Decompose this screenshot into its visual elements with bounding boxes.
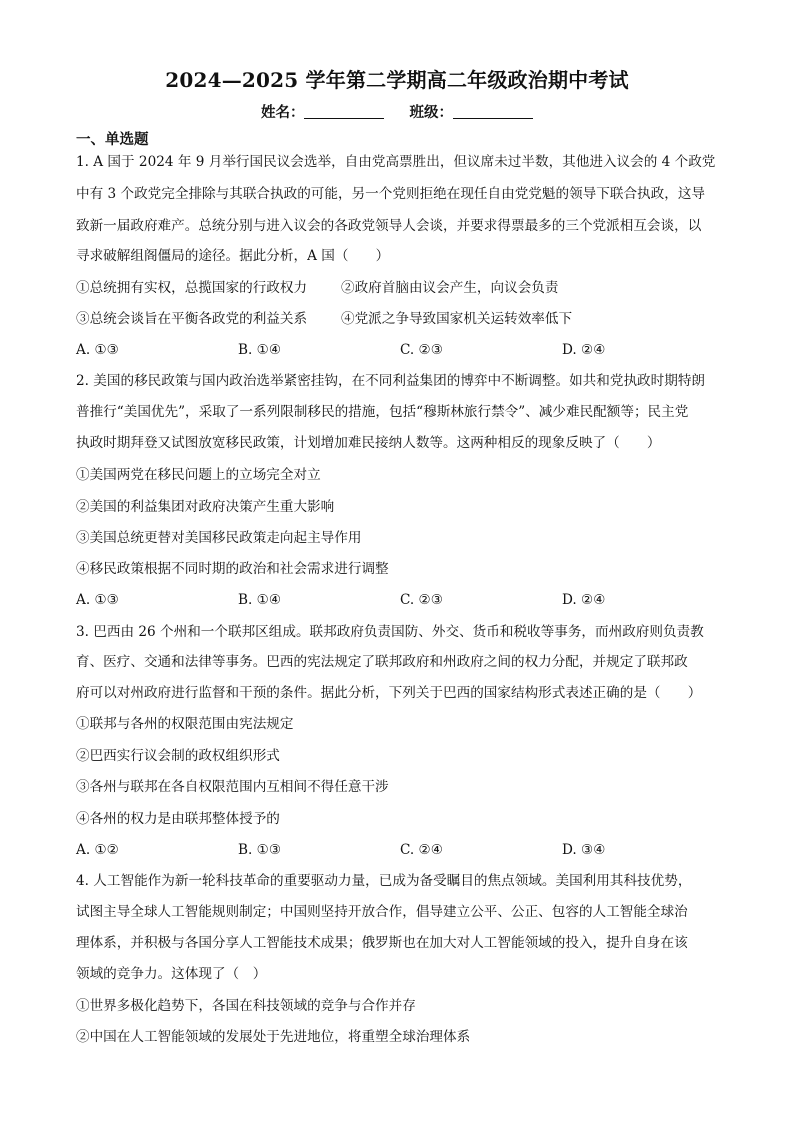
option-item: ②巴西实行议会制的政权组织形式 (76, 748, 280, 764)
question-stem-line: 理体系，并积极与各国分享人工智能技术成果；俄罗斯也在加大对人工智能领域的投入，提升自身在该 (76, 935, 688, 951)
answer-choice-a[interactable]: A. ①③ (76, 342, 119, 358)
answer-choice-a[interactable]: A. ①③ (76, 592, 119, 608)
question-stem-line: 府可以对州政府进行监督和干预的条件。据此分析，下列关于巴西的国家结构形式表述正确的是（ ） (76, 685, 702, 701)
question-stem-line: 领域的竞争力。这体现了（ ） (76, 966, 267, 982)
answer-choice-a[interactable]: A. ①② (76, 842, 119, 858)
answer-choice-c[interactable]: C. ②④ (400, 842, 443, 858)
option-row (76, 304, 726, 334)
question-stem-line: 2. 美国的移民政策与国内政治选举紧密挂钩，在不同利益集团的博弈中不断调整。如共和党执政时期特朗 (76, 373, 706, 389)
option-item: ①世界多极化趋势下，各国在科技领域的竞争与合作并存 (76, 998, 416, 1014)
question-stem-line: 3. 巴西由 26 个州和一个联邦区组成。联邦政府负责国防、外交、货币和税收等事务，而州政府则负责教 (76, 624, 704, 640)
option-item: ④各州的权力是由联邦整体授予的 (76, 811, 280, 827)
question-stem-line: 中有 3 个政党完全排除与其联合执政的可能，另一个党则拒绝在现任自由党党魁的领导下联合执政，这导 (76, 186, 706, 202)
name-blank[interactable] (304, 104, 384, 119)
answer-choice-b[interactable]: B. ①④ (238, 592, 282, 608)
option-item: ①总统拥有实权，总揽国家的行政权力 (76, 280, 308, 296)
answer-choice-d[interactable]: D. ③④ (562, 842, 606, 858)
option-item: ②中国在人工智能领域的发展处于先进地位，将重塑全球治理体系 (76, 1029, 471, 1045)
answer-choice-c[interactable]: C. ②③ (400, 342, 443, 358)
section-heading: 一、单选题 (76, 131, 149, 148)
question-stem-line: 4. 人工智能作为新一轮科技革命的重要驱动力量，已成为备受瞩目的焦点领域。美国利用其科技优势， (76, 873, 692, 889)
question-stem-line: 执政时期拜登又试图放宽移民政策，计划增加难民接纳人数等。这两种相反的现象反映了（ ） (76, 435, 661, 451)
question-stem-line: 育、医疗、交通和法律等事务。巴西的宪法规定了联邦政府和州政府之间的权力分配，并规定了联邦政 (76, 654, 688, 670)
answer-choice-d[interactable]: D. ②④ (562, 592, 606, 608)
option-item: ③总统会谈旨在平衡各政党的利益关系 (76, 311, 308, 327)
option-item: ①美国两党在移民问题上的立场完全对立 (76, 467, 321, 483)
student-info-line (0, 101, 794, 122)
option-item: ①联邦与各州的权限范围由宪法规定 (76, 716, 294, 732)
option-item: ④党派之争导致国家机关运转效率低下 (341, 311, 573, 327)
question-stem-line: 普推行“美国优先”，采取了一系列限制移民的措施，包括“穆斯林旅行禁令”、减少难民配额等；民主党 (76, 404, 689, 420)
question-stem-line: 致新一届政府难产。总统分别与进入议会的各政党领导人会谈，并要求得票最多的三个党派相互会谈，以 (76, 218, 702, 234)
answer-choice-d[interactable]: D. ②④ (562, 342, 606, 358)
question-stem-line: 1. A 国于 2024 年 9 月举行国民议会选举，自由党高票胜出，但议席未过半数，其他进入议会的 4 个政党 (76, 154, 716, 170)
option-item: ③各州与联邦在各自权限范围内互相间不得任意干涉 (76, 779, 389, 795)
answer-choice-b[interactable]: B. ①③ (238, 842, 282, 858)
option-item: ③美国总统更替对美国移民政策走向起主导作用 (76, 530, 362, 546)
option-item: ②美国的利益集团对政府决策产生重大影响 (76, 499, 335, 515)
exam-title: 2024—2025 学年第二学期高二年级政治期中考试 (165, 68, 629, 92)
answer-choices (76, 835, 726, 865)
question-stem-line: 试图主导全球人工智能规则制定；中国则坚持开放合作，倡导建立公平、公正、包容的人工智能全球治 (76, 904, 688, 920)
class-blank[interactable] (453, 104, 533, 119)
answer-choices (76, 585, 726, 615)
answer-choices (76, 335, 726, 365)
question-stem-line: 寻求破解组阁僵局的途径。据此分析，A 国（ ） (76, 248, 390, 264)
option-row (76, 273, 726, 303)
answer-choice-c[interactable]: C. ②③ (400, 592, 443, 608)
class-label: 班级： (409, 104, 454, 121)
option-item: ②政府首脑由议会产生，向议会负责 (341, 280, 559, 296)
option-item: ④移民政策根据不同时期的政治和社会需求进行调整 (76, 561, 389, 577)
answer-choice-b[interactable]: B. ①④ (238, 342, 282, 358)
name-label: 姓名： (260, 104, 305, 121)
